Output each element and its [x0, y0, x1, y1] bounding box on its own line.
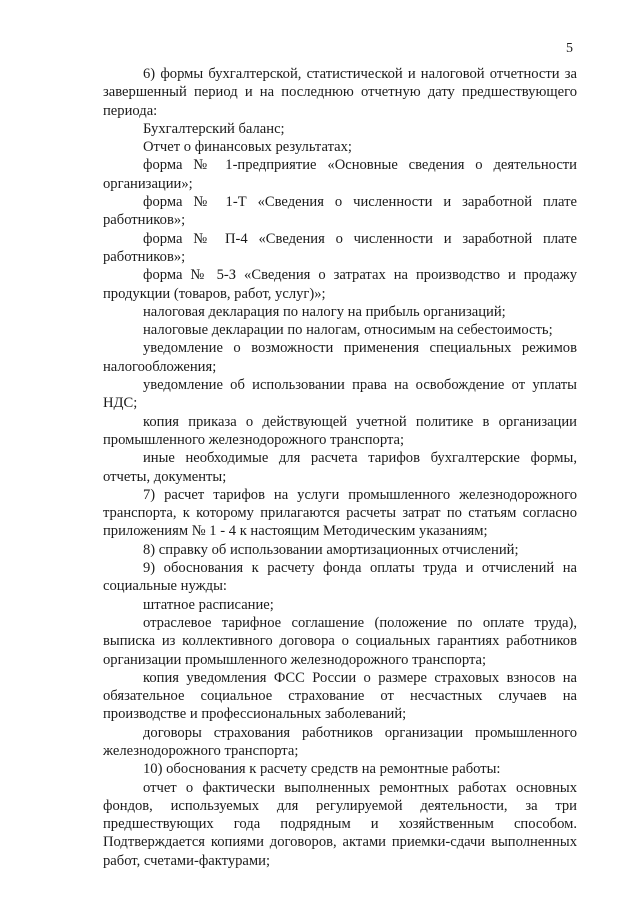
paragraph-financial-results: Отчет о финансовых результатах; — [143, 139, 352, 156]
paragraph-cost-tax-declarations: налоговые декларации по налогам, относимым на себестоимость; — [143, 322, 553, 339]
paragraph-form-1-enterprise: форма № 1-предприятие «Основные сведения о деятельности организации»; — [103, 157, 577, 192]
paragraph-item-6: 6) формы бухгалтерской, статистической и налоговой отчетности за завершенный период и на последнюю отчетную дату предшествующего периода: — [103, 66, 577, 119]
paragraph-item-8: 8) справку об использовании амортизационных отчислений; — [143, 541, 519, 558]
paragraph-vat-exemption-notice: уведомление об использовании права на освобождение от уплаты НДС; — [103, 377, 577, 412]
paragraph-item-7: 7) расчет тарифов на услуги промышленного железнодорожного транспорта, к которому прилагаются расчеты затрат по статьям согласно приложениям № 1 - 4 к настоящим Методическим указаниям; — [103, 486, 577, 540]
paragraph-item-10: 10) обоснования к расчету средств на ремонтные работы: — [143, 761, 501, 778]
paragraph-balance-sheet: Бухгалтерский баланс; — [143, 120, 285, 137]
paragraph-staff-schedule: штатное расписание; — [143, 596, 274, 613]
paragraph-accounting-policy: копия приказа о действующей учетной политике в организации промышленного железнодорожного транспорта; — [103, 413, 577, 448]
paragraph-repair-report: отчет о фактически выполненных ремонтных работах основных фондов, используемых для регулируемой деятельности, за три предшествующих года подрядным и хозяйственным способом. Подтверждается копиями договоров, актами приемки-сдачи выполненных работ, счетами-фактурами; — [103, 779, 577, 869]
paragraph-tariff-agreement: отраслевое тарифное соглашение (положение по оплате труда), выписка из коллективного договора о социальных гарантиях работников организации промышленного железнодорожного транспорта; — [103, 614, 577, 668]
paragraph-insurance-contracts: договоры страхования работников организации промышленного железнодорожного транспорта; — [103, 724, 577, 759]
document-body — [103, 65, 577, 870]
paragraph-other-forms: иные необходимые для расчета тарифов бухгалтерские формы, отчеты, документы; — [103, 450, 577, 485]
paragraph-special-regime-notice: уведомление о возможности применения специальных режимов налогообложения; — [103, 340, 577, 375]
paragraph-form-5z: форма № 5-З «Сведения о затратах на производство и продажу продукции (товаров, работ, услуг)»; — [103, 267, 577, 302]
paragraph-form-p4: форма № П-4 «Сведения о численности и заработной плате работников»; — [103, 230, 577, 265]
paragraph-item-9: 9) обоснования к расчету фонда оплаты труда и отчислений на социальные нужды: — [103, 560, 577, 595]
page-number: 5 — [566, 41, 573, 56]
paragraph-fss-notice: копия уведомления ФСС России о размере страховых взносов на обязательное социальное страхование от несчастных случаев на производстве и профессиональных заболеваний; — [103, 669, 577, 723]
paragraph-profit-tax-declaration: налоговая декларация по налогу на прибыль организаций; — [143, 303, 506, 320]
paragraph-form-1t: форма № 1-Т «Сведения о численности и заработной плате работников»; — [103, 194, 577, 229]
